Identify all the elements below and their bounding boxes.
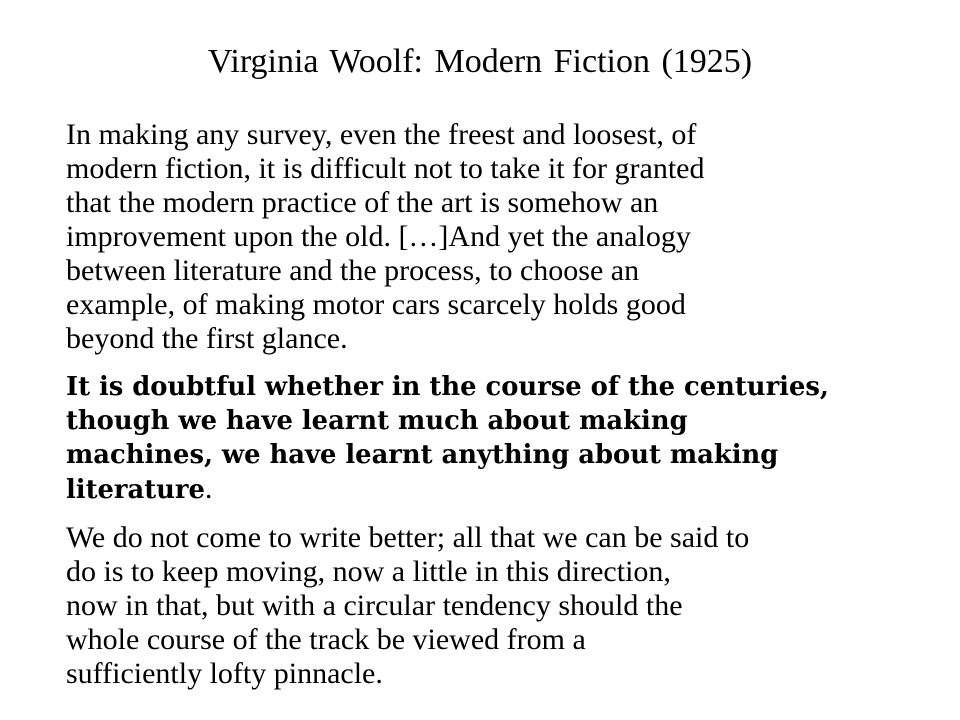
text-line: between literature and the process, to choose an xyxy=(66,254,640,287)
text-line: machines, we have learnt anything about making xyxy=(66,440,779,470)
text-line: whole course of the track be viewed from a xyxy=(66,623,586,656)
text-segment: literature xyxy=(66,475,205,505)
text-line: We do not come to write better; all that we can be said to xyxy=(66,521,750,554)
text-line: do is to keep moving, now a little in this direction, xyxy=(66,555,671,588)
text-line: In making any survey, even the freest and loosest, of xyxy=(66,118,697,151)
text-line: that the modern practice of the art is somehow an xyxy=(66,186,659,219)
paragraph-doubtful-bold xyxy=(66,370,886,507)
text-line: now in that, but with a circular tendency should the xyxy=(66,589,683,622)
text-line: sufficiently lofty pinnacle. xyxy=(66,657,383,690)
text-line: modern fiction, it is difficult not to take it for granted xyxy=(66,152,705,185)
paragraph-survey xyxy=(66,118,886,356)
text-line: beyond the first glance. xyxy=(66,322,348,355)
text-line: though we have learnt much about making xyxy=(66,406,688,436)
text-line: It is doubtful whether in the course of the centuries, xyxy=(66,372,829,402)
text-line: improvement upon the old. […]And yet the analogy xyxy=(66,220,691,253)
text-tail-period: . xyxy=(204,472,213,505)
slide-title: Virginia Woolf: Modern Fiction (1925) xyxy=(207,43,753,80)
text-line: example, of making motor cars scarcely holds good xyxy=(66,288,686,321)
paragraph-write-better xyxy=(66,521,886,691)
text-line-last xyxy=(66,472,886,507)
slide-body xyxy=(66,118,886,705)
